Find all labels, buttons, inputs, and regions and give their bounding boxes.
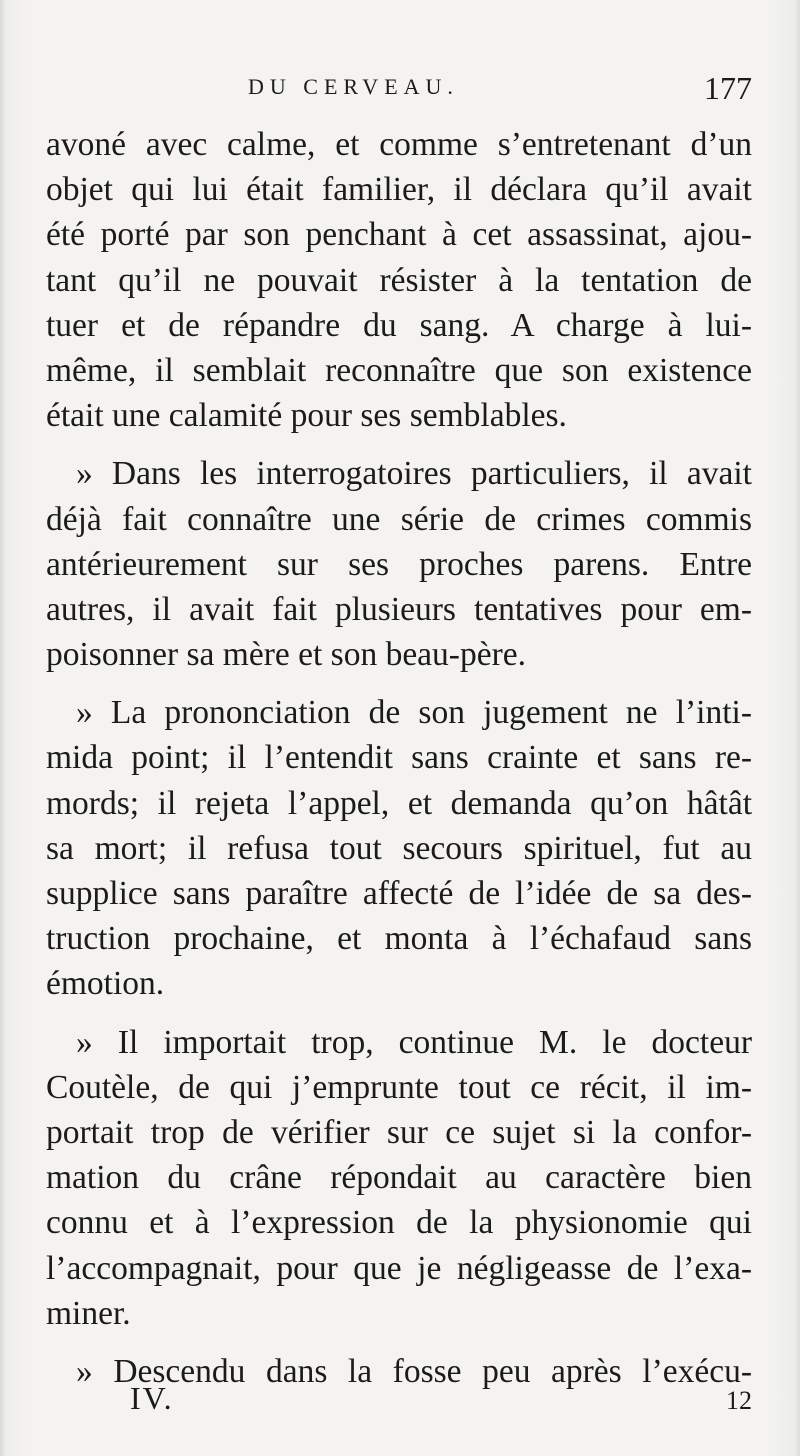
text-line: avoné avec calme, et comme s’entretenant d’un (46, 126, 752, 163)
page-number: 177 (704, 70, 752, 106)
text-line: » Il importait trop, continue M. le docteur (76, 1023, 752, 1061)
page-header (48, 70, 752, 110)
text-line: objet qui lui était familier, il déclara qu’il avait (46, 171, 752, 209)
paragraph (46, 451, 752, 677)
text-line: antérieurement sur ses proches parens. Entre (46, 545, 752, 583)
text-line: » Dans les interrogatoires particuliers, il avait (76, 455, 752, 493)
text-line: poisonner sa mère et son beau-père. (46, 636, 526, 674)
text-line: truction prochaine, et monta à l’échafaud sans (46, 920, 752, 958)
text-line: l’accompagnait, pour que je négligeasse de l’exa- (46, 1249, 752, 1287)
text-line: sa mort; il refusa tout secours spirituel, fut au (46, 829, 752, 867)
text-line: déjà fait connaître une série de crimes commis (46, 500, 752, 538)
text-line: était une calamité pour ses semblables. (46, 397, 567, 435)
text-line: miner. (46, 1294, 131, 1332)
text-line: supplice sans paraître affecté de l’idée de sa des- (46, 875, 752, 912)
signature-mark: IV. (130, 1380, 174, 1416)
text-line: connu et à l’expression de la physionomie qui (46, 1204, 752, 1242)
text-line: autres, il avait fait plusieurs tentatives pour em- (46, 590, 752, 628)
text-line: tuer et de répandre du sang. A charge à lui- (46, 306, 752, 344)
text-line: » Descendu dans la fosse peu après l’exécu- (76, 1352, 752, 1390)
text-line: même, il semblait reconnaître que son existence (46, 351, 752, 389)
text-line: Coutèle, de qui j’emprunte tout ce récit, il im- (46, 1068, 752, 1106)
paragraph (46, 1020, 752, 1336)
text-line: mords; il rejeta l’appel, et demanda qu’on hâtât (46, 784, 752, 822)
text-line: mation du crâne répondait au caractère bien (46, 1159, 752, 1197)
text-line: portait trop de vérifier sur ce sujet si la confor- (46, 1113, 752, 1151)
paragraph (46, 690, 752, 1006)
page-footer (130, 1380, 752, 1420)
text-line: » La prononciation de son jugement ne l’inti- (76, 694, 752, 732)
paragraph (46, 122, 752, 438)
text-line: été porté par son penchant à cet assassinat, ajou- (46, 216, 752, 254)
text-line: tant qu’il ne pouvait résister à la tentation de (46, 261, 752, 299)
sheet-number: 12 (726, 1386, 752, 1415)
body-text (46, 122, 752, 1407)
running-title: DU CERVEAU. (248, 74, 459, 99)
text-line: émotion. (46, 965, 165, 1003)
text-line: mida point; il l’entendit sans crainte et sans re- (46, 739, 752, 777)
